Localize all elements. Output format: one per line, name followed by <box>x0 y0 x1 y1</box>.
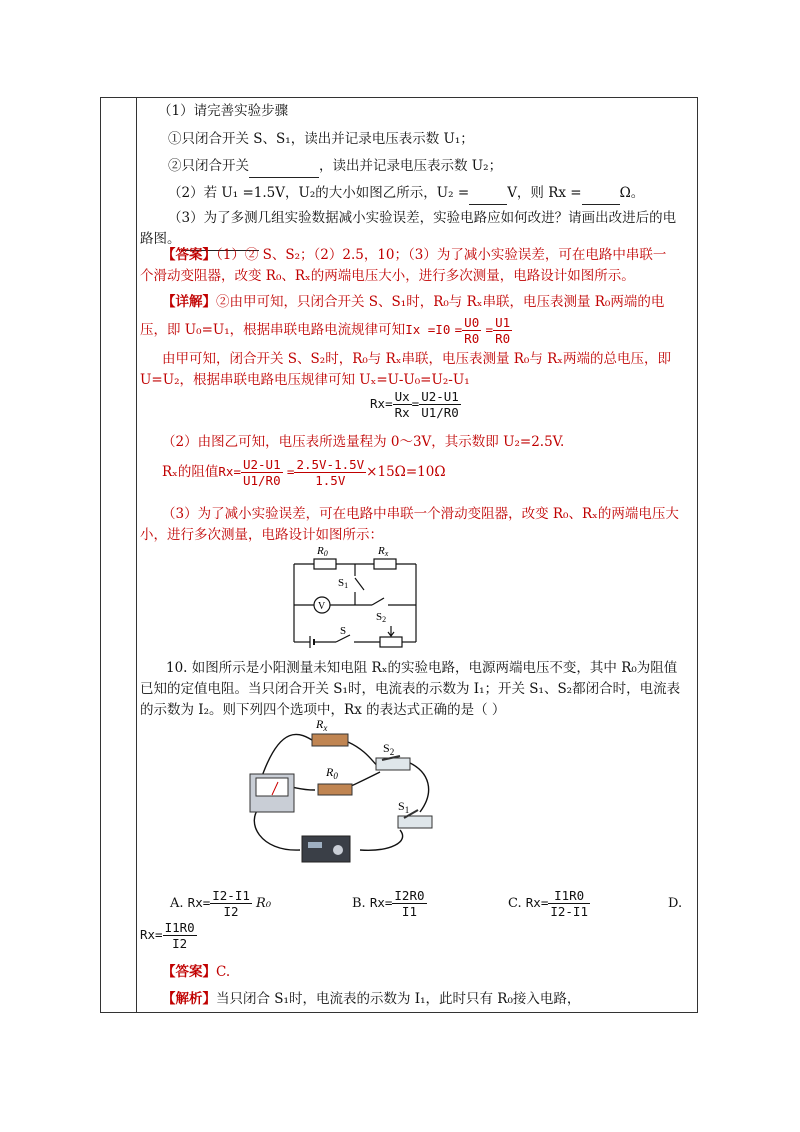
option-a[interactable]: A. Rx= $\frac{I2-I1}{I2}$ R₀ <box>170 888 272 919</box>
step2-blank <box>249 155 319 178</box>
part2: （2）若 U₁ =1.5V，U₂的大小如图乙所示，U₂ = V，则 Rx = Ω。 <box>168 182 644 205</box>
frac-u1-r0: $\frac{U1}{R0}$ <box>495 315 511 346</box>
option-b[interactable]: B. Rx= $\frac{I2R0}{I1}$ <box>352 888 425 919</box>
detail-line1: 【详解】②由甲可知，只闭合开关 S、S₁时，R₀与 Rₓ串联，电压表测量 R₀两端的电 <box>162 294 665 310</box>
q10-analysis: 【解析】当只闭合 S₁时，电流表的示数为 I₁，此时只有 R₀接入电路， <box>162 991 581 1007</box>
option-c[interactable]: C. Rx= $\frac{I1R0}{I2-I1}$ <box>508 888 588 919</box>
power-supply-icon <box>302 836 350 862</box>
step-1: ①只闭合开关 S、S₁，读出并记录电压表示数 U₁； <box>168 131 474 147</box>
u2-blank <box>469 182 507 205</box>
answer-line1: 【答案】（1）② S、S₂；（2）2.5，10；（3）为了减小实验误差，可在电路中串联一 <box>162 247 667 263</box>
option-a-frac: $\frac{I2-I1}{I2}$ <box>212 888 250 919</box>
svg-text:S2: S2 <box>376 611 387 624</box>
q10-line3: 的示数为 I₂。则下列四个选项中，Rx 的表达式正确的是（ ） <box>140 702 506 718</box>
part3-line1: （3）为了多测几组实验数据减小实验误差，实验电路应如何改进？请画出改进后的电 <box>168 210 677 226</box>
svg-text:V: V <box>318 601 326 612</box>
q10-answer: 【答案】C. <box>162 964 231 980</box>
svg-text:Rx: Rx <box>378 545 389 558</box>
rx-resistor <box>374 559 396 569</box>
improved-circuit-diagram <box>280 538 430 650</box>
rx-resistor-icon <box>312 734 348 746</box>
svg-text:Rx: $R_x$ <box>316 717 328 733</box>
answer-line2: 个滑动变阻器，改变 R₀、Rₓ的两端电压大小，进行多次测量，电路设计如图所示。 <box>140 268 635 284</box>
option-d-label[interactable]: D. <box>668 896 683 911</box>
option-b-frac: $\frac{I2R0}{I1}$ <box>394 888 425 919</box>
rx-blank <box>582 182 620 205</box>
frac-rx-value: $\frac{U2-U1}{U1/R0}$ <box>242 457 281 488</box>
series-line1: 由甲可知，闭合开关 S、S₂时，R₀与 Rₓ串联，电压表测量 R₀与 Rₓ两端的总电压，即 <box>162 351 671 367</box>
r0-resistor <box>314 559 336 569</box>
option-d[interactable]: Rx= $\frac{I1R0}{I2}$ <box>140 920 195 951</box>
series-line2: U=U₂，根据串联电路电压规律可知 Uₓ=U-U₀=U₂-U₁ <box>140 372 470 388</box>
step-2: ②只闭合开关 ，读出并记录电压表示数 U₂； <box>168 155 502 178</box>
rx-formula: Rx= $\frac{Ux}{Rx}$ = $\frac{U2-U1}{U1/R0}$ <box>370 389 459 420</box>
r0-resistor-icon <box>318 784 352 795</box>
ammeter-icon <box>250 774 294 812</box>
svg-text:S2: $S_2$ <box>383 741 395 757</box>
frac-u0-r0: $\frac{U0}{R0}$ <box>464 315 480 346</box>
q10-line2: 已知的定值电阻。当只闭合开关 S₁时，电流表的示数为 I₁；开关 S₁、S₂都闭合时，电流表 <box>140 681 681 697</box>
option-d-frac: $\frac{I1R0}{I2}$ <box>164 920 195 951</box>
s2-switch-icon <box>376 756 410 770</box>
svg-text:R0: R0 <box>317 545 328 558</box>
svg-text:S: S <box>340 625 347 637</box>
rx-value-formula: Rₓ的阻值Rx= $\frac{U2-U1}{U1/R0}$ = $\frac{2.5V-1.5V}{1.5V}$ ×15Ω=10Ω <box>162 457 446 488</box>
detail-line2: 压，即 U₀=U₁，根据串联电路电流规律可知Ix =I0 = $\frac{U0}{R0}$ = $\frac{U1}{R0}$ <box>140 315 511 346</box>
frac-u2u1-u1r0: $\frac{U2-U1}{U1/R0}$ <box>421 389 459 420</box>
svg-text:R0: $R_0$ <box>326 765 338 781</box>
svg-text:S1: S1 <box>338 577 349 590</box>
part3-line2: 路图。 <box>140 228 259 251</box>
svg-text:S1: $S_1$ <box>398 799 410 815</box>
option-c-frac: $\frac{I1R0}{I2-I1}$ <box>550 888 588 919</box>
part3-detail-line2: 小，进行多次测量，电路设计如图所示： <box>140 527 383 543</box>
q10-line1: 10. 如图所示是小阳测量未知电阻 Rₓ的实验电路，电源两端电压不变，其中 R₀为阻值 <box>166 660 678 676</box>
part2-detail: （2）由图乙可知，电压表所选量程为 0～3V，其示数即 U₂=2.5V. <box>162 434 565 450</box>
part3-detail-line1: （3）为了减小实验误差，可在电路中串联一个滑动变阻器，改变 R₀、Rₓ的两端电压大 <box>162 506 679 522</box>
frac-numeric: $\frac{2.5V-1.5V}{1.5V}$ <box>296 457 365 488</box>
s2-switch <box>372 598 384 605</box>
part1-title: （1）请完善实验步骤 <box>158 103 289 119</box>
table-divider <box>136 97 137 1013</box>
rheostat <box>380 637 402 647</box>
s1-switch <box>355 578 364 590</box>
frac-ux-rx: $\frac{Ux}{Rx}$ <box>394 389 410 420</box>
q10-apparatus-figure <box>240 712 450 872</box>
